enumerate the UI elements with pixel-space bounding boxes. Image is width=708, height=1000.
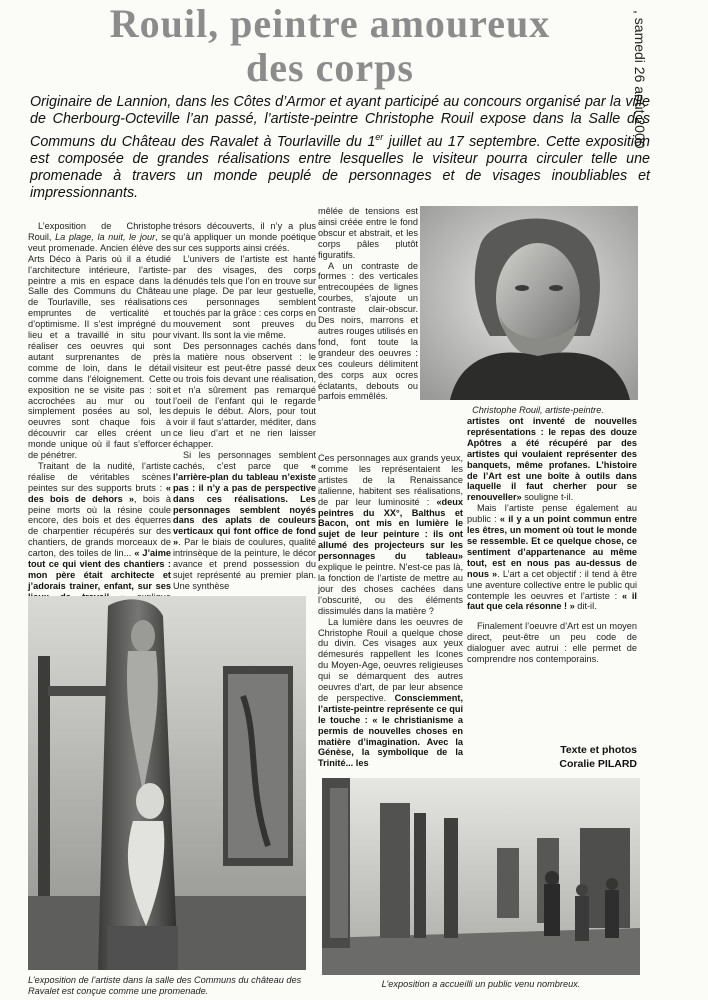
article-column-3 (318, 206, 418, 402)
col4-paragraph-3: Finalement l’oeuvre d’Art est un moyen direct, peut-être un peu code de dialoguer avec autrui : elle permet de comprendre nos contemporains. (467, 621, 637, 665)
col4-p2-quote-2: « il faut que cela résonne ! » (467, 590, 637, 612)
right-photo-caption: L’exposition a accueilli un public venu nombreux. (381, 979, 581, 989)
col2-p4-text-b: . Par le biais de coulures, qualité intrinsèque de la peinture, le décor avance et prend possession du sujet représenté au premier plan. Une synthèse (173, 537, 316, 591)
byline-author: Coralie PILARD (559, 758, 637, 770)
exhibition-photo-right (322, 778, 640, 975)
dateline: , samedi 26 août 2000 (632, 10, 648, 149)
col2-p4-text: Si les personnages semblent cachés, c’est parce que (173, 450, 316, 471)
col1-paragraph-1 (28, 221, 171, 461)
col4-p1-text: souligne t-il. (521, 492, 574, 503)
col3-paragraph-1: mêlée de tensions est ainsi créée entre le fond obscur et abstrait, et les corps pâles plutôt figuratifs. (318, 206, 418, 260)
intro-sup: er (375, 131, 384, 142)
col3b-p2-quote: « le christianisme a permis de nouvelles choses en matière d’imagination. Avec la Génèse, la symbolique de la Trinité... les (318, 714, 463, 769)
col1-p1-text-b: , se veut promenade. Ancien élève des Arts Déco à Paris où il a étudié l’architecture intérieure, l’artiste-peintre a mis en espace dans la Salle des Communs du Château de Tourlaville, ses réalisations empruntes de verticalité et d’optimisme. Il s’est imprégné du lieu et a travaillé in situ pour réaliser ces oeuvres qui sont autant surprenantes de près comme de loin, dans le détail comme dans l’éloignement. Cette exposition ne se visite pas : soit accrochées au mur ou tout simplement posées au sol, les oeuvres sont chaque fois à découvrir car elles créent un monde unique où il faut s’efforcer de pénétrer. (28, 231, 171, 461)
col4-paragraph-1 (467, 416, 637, 503)
col3b-p1-quote: «deux peintres du XX°, Balthus et Bacon, ont mis en lumière le sujet de leur peinture : ils ont allumé des projecteurs sur les personnages du tableau» (318, 496, 463, 562)
col1-p1-text: L’exposition de Christophe Rouil, (28, 221, 171, 242)
col2-paragraph-3: Des personnages cachés dans la matière nous observent : le visiteur est peut-être passé deux ou trois fois devant une réalisation, et n’a sûrement pas remarqué l’oeil de l’enfant qui le regarde depuis le début. Alors, pour tout voir il faut s’attarder, méditer, dans ce lieu d’art et ne rien laisser échapper. (173, 340, 316, 450)
col1-paragraph-2 (28, 461, 171, 614)
col3b-p1-text-b: explique le peintre. N’est-ce pas là, la fonction de l’artiste de mettre au jour des choses cachées dans l’obscurité, ou des éléments dissimulés dans la matière ? (318, 562, 463, 616)
col3b-p2-bold: Consciemment, l’artiste-peintre représente ce qui le touche : (318, 692, 464, 725)
col4-paragraph-2 (467, 503, 637, 612)
col4-p2-text-c: dit-il. (574, 601, 597, 612)
col2-paragraph-1: trésors découverts, il n’y a plus qu’à appliquer un monde poétique sur ces supports ainsi créés. (173, 221, 316, 253)
intro-text-b: juillet au 17 septembre. Cette exposition est composée de grandes réalisations entre lesquelles le visiteur pourra circuler telle une promenade à travers un monde peuplé de personnages et de visages inoubliables et impressionnants. (30, 133, 650, 202)
col3-paragraph-2: A un contraste de formes : des verticales entrecoupées de lignes courbes, s’ajoute un contraste clair-obscur. Des noirs, marrons et autres rouges utilisés en fond, font toute la grandeur des oeuvres : ces couleurs délimitent des corps aux ocres éclatants, debouts ou parfois emmêlés. (318, 260, 418, 402)
intro-paragraph (30, 94, 650, 203)
col2-paragraph-2: L’univers de l’artiste est hanté par des visages, des corps dénudés tels que l’on en trouve sur une plage. De par leur gestuelle, ces personnages semblent touchés par la grâce : ces corps en mouvement sont preuves du vivant. Ils sont la vie même. (173, 253, 317, 341)
article-column-4 (467, 416, 637, 665)
left-photo-caption: L’exposition de l’artiste dans la salle des Communs du château des Ravalet est conçue comme une promenade. (28, 975, 302, 996)
headline (40, 2, 620, 90)
col3b-paragraph-2 (318, 617, 463, 770)
col1-p2-text-b: , bois à peine morts où la résine coule encore, des bois et des équerres de charpentier récupérés sur des chantiers, de grands morceaux de carton, des toiles de lin... (28, 493, 171, 559)
col4-p2-quote: « il y a un point commun entre les êtres, un moment où tout le monde se ressemble. Et ce quelque chose, ce sentiment d’appartenance au même tout, est en nous pas au-dessus de nous » (467, 514, 637, 579)
col4-p2-text: Mais l’artiste pense également au public : (467, 503, 637, 525)
article-column-3-continued (318, 453, 463, 769)
col3b-p1-text: Ces personnages aux grands yeux, comme les représentaient les artistes de la Renaissance italienne, habitent ses réalisations, de par leur luminosité : (318, 453, 463, 507)
col1-p2-quote-2: « J’aime tout ce qui vient des chantiers : mon père était architecte et j’adorais trainer, enfant, sur ses (28, 548, 172, 591)
col4-p2-text-b: . L’art a cet objectif : il tend à être une aventure collective entre le public qui contemple les oeuvres et l’artiste : (467, 568, 638, 601)
headline-line-2: des corps (246, 45, 414, 90)
byline (467, 743, 637, 771)
byline-line-1: Texte et photos (560, 744, 637, 756)
exhibition-photo-left (28, 596, 306, 970)
portrait-caption: Christophe Rouil, artiste-peintre. (472, 405, 604, 415)
intro-text-a: Originaire de Lannion, dans les Côtes d’Armor et ayant participé au concours organisé par la ville de Cherbourg-Octeville l’an passé, l’artiste-peintre Christophe Rouil expose dans la Salle des Communs du Château des Ravalet à Tourlaville du 1 (30, 94, 650, 150)
portrait-photo (420, 206, 638, 400)
col1-p2-text: Traitant de la nudité, l’artiste réalise de véritables scènes peintes sur des supports bruts : (28, 460, 171, 493)
col2-p4-quote: « l’arrière-plan du tableau n’existe pas : il n’y a pas de perspective dans ces réalisations. Les personnages semblent noyés dans des aplats de couleurs verticaux qui font office de fond » (173, 460, 316, 548)
col2-paragraph-4 (173, 450, 316, 592)
col4-p1-quote: artistes ont inventé de nouvelles représentations : le repas des douze Apôtres a été récupéré par des artistes qui voulaient représenter des banquets, même profanes. L’histoire de l’Art est une boîte à outils dans laquelle il faut cherher pour se renouveller» (467, 416, 637, 503)
col3b-p2-text: La lumière dans les oeuvres de Christophe Rouil a quelque chose du divin. Ces visages aux yeux démesurés rappellent les Icones du Moyen-Age, oeuvres religieuses qui se démarquent des autres oeuvres d’art, de par leur absence de perspective. (318, 616, 463, 703)
article-column-1 (28, 221, 171, 614)
headline-line-1: Rouil, peintre amoureux (109, 1, 551, 46)
col1-p1-exhibition-title: La plage, la nuit, le jour (55, 231, 156, 242)
col3b-paragraph-1 (318, 453, 463, 617)
article-column-2 (173, 221, 316, 592)
col1-p2-quote-1: « des bois de dehors » (28, 482, 171, 504)
